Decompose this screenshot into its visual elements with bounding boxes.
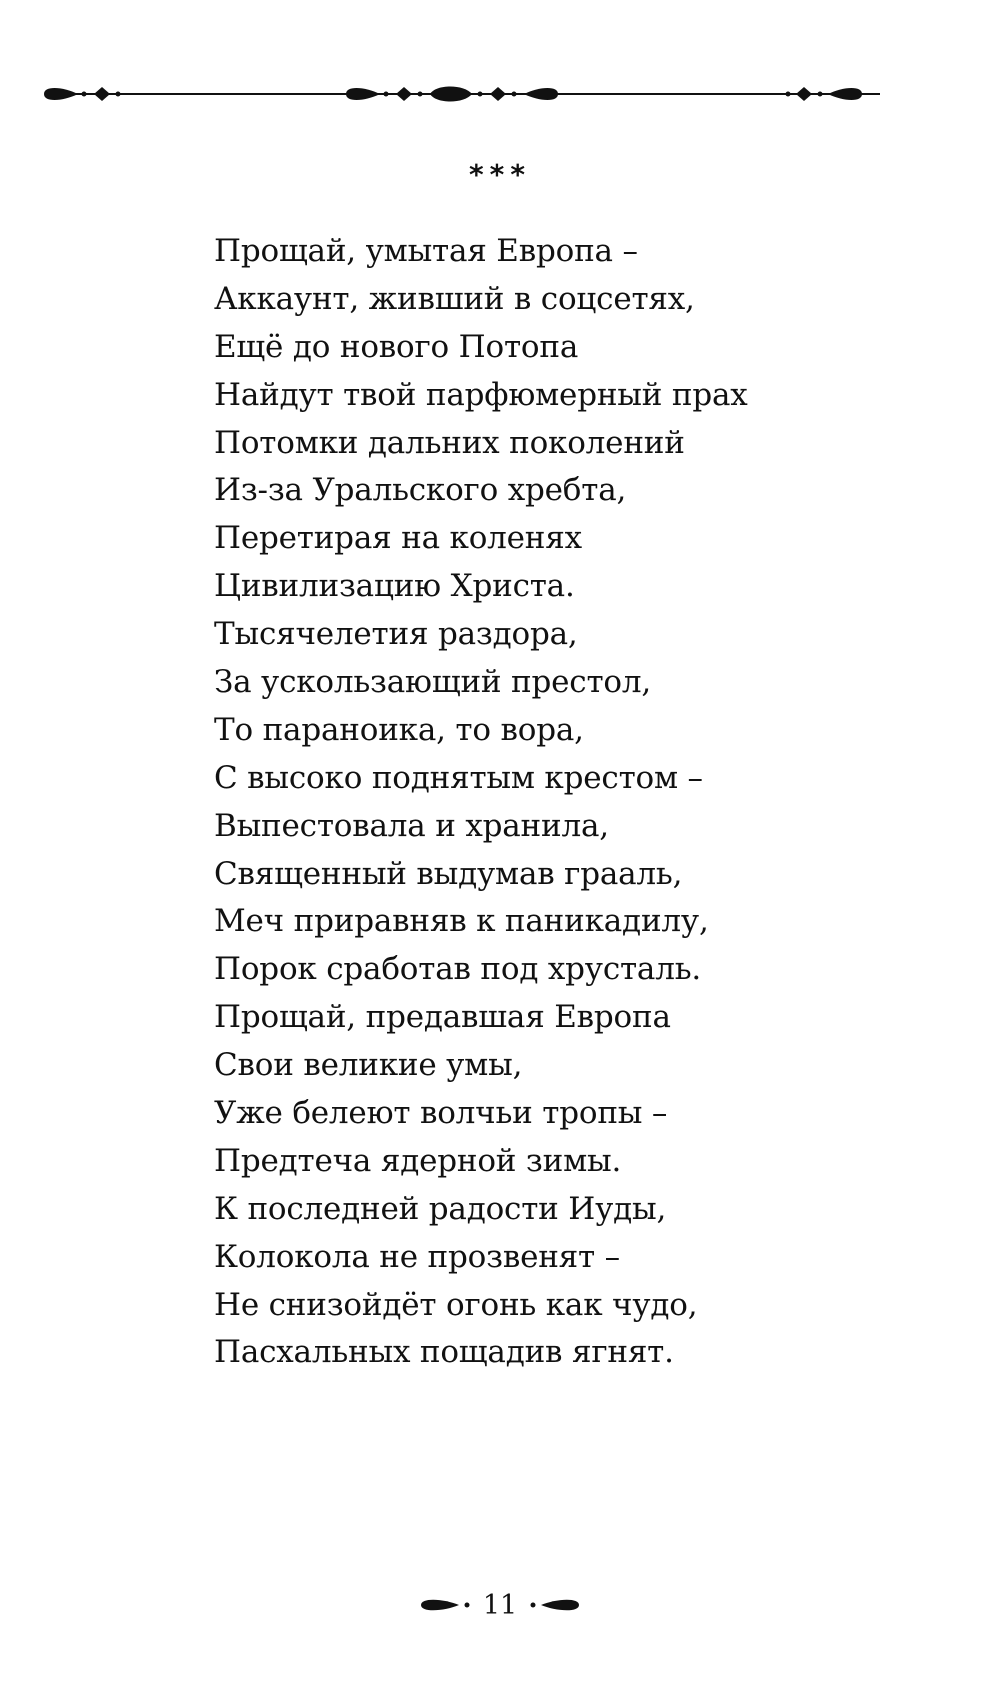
poem-line: Не снизойдёт огонь как чудо, — [214, 1286, 698, 1323]
poem-line: Свои великие умы, — [214, 1047, 523, 1084]
poem-line: С высоко поднятым крестом – — [214, 759, 703, 796]
top-ornament-divider — [40, 74, 910, 114]
poem-line: Прощай, умытая Европа – — [214, 233, 638, 269]
section-separator: *** — [469, 158, 531, 191]
poem-line: Колокола не прозвенят – — [214, 1238, 620, 1275]
poem-line: Цивилизацию Христа. — [214, 568, 575, 605]
leaf-ornament-right-icon — [527, 1594, 581, 1616]
poem-line: Потомки дальних поколений — [214, 424, 685, 461]
poem-line: Тысячелетия раздора, — [214, 616, 578, 653]
poem-line: Из-за Уральского хребта, — [214, 472, 627, 509]
poem-line: Аккаунт, живший в соцсетях, — [214, 280, 695, 317]
poem-line: Меч приравняв к паникадилу, — [214, 903, 709, 940]
poem-line: Предтеча ядерной зимы. — [214, 1142, 622, 1179]
poem-line: Ещё до нового Потопа — [214, 328, 579, 365]
poem-line: Выпестовала и хранила, — [214, 807, 609, 844]
poem-line: Уже белеют волчьи тропы – — [214, 1095, 668, 1132]
page-number: 11 — [482, 1589, 518, 1621]
poem-line: За ускользающий престол, — [214, 664, 652, 701]
poem-body — [214, 228, 914, 1377]
page-footer — [0, 1585, 1000, 1625]
poem-line: То параноика, то вора, — [214, 711, 584, 748]
poem-line: Найдут твой парфюмерный прах — [214, 376, 748, 413]
poem-line: Порок сработав под хрусталь. — [214, 951, 702, 988]
poem-line: Прощай, предавшая Европа — [214, 999, 671, 1036]
poem-line: Пасхальных пощадив ягнят. — [214, 1334, 674, 1371]
poem-line: Перетирая на коленях — [214, 520, 582, 557]
leaf-ornament-left-icon — [419, 1594, 473, 1616]
poem-line: Священный выдумав грааль, — [214, 855, 683, 892]
poem-line: К последней радости Иуды, — [214, 1190, 667, 1227]
